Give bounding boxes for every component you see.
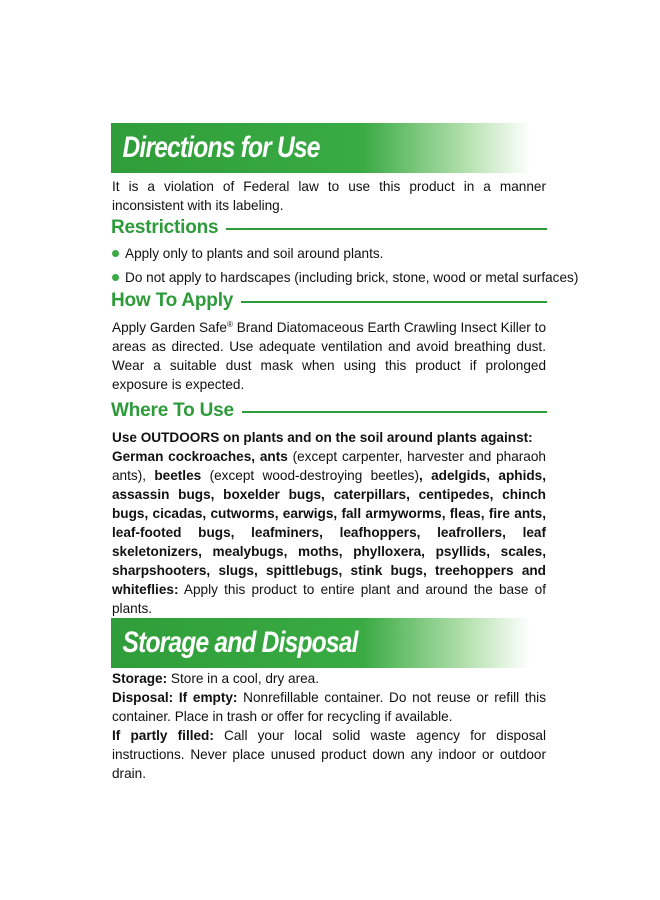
- registered-mark: ®: [226, 320, 233, 329]
- restrictions-heading-row: [111, 216, 547, 240]
- how-to-apply-rule: [241, 301, 547, 303]
- storage-disposal-text: [112, 669, 546, 783]
- restrictions-rule: [226, 228, 547, 230]
- how-to-apply-text-a: Apply Garden Safe: [112, 320, 227, 335]
- directions-banner-title: Directions for Use: [122, 131, 320, 164]
- pests-list-1: German cockroaches, ants: [112, 449, 288, 464]
- directions-intro: It is a violation of Federal law to use this product in a manner inconsistent with its labeling.: [112, 179, 546, 213]
- pests-note-1: (except carpenter, harvester and pharaoh ants),: [112, 449, 546, 483]
- partly-filled-text: Call your local solid waste agency for disposal instructions. Never place unused product down any indoor or outdoor drain.: [112, 728, 547, 781]
- disposal-label: Disposal: If empty:: [112, 690, 238, 705]
- pests-list-3: , adelgids, aphids, assassin bugs, boxelder bugs, caterpillars, centipedes, chinch bugs, cicadas, cutworms, earwigs, fall armyworms, fleas, fire ants, leaf-footed bugs, leafminers, leafhoppers, leafrollers, leaf skeletonizers, mealybugs, moths, phylloxera, psyllids, scales, sharpshooters, slugs, spittlebugs, stink bugs, treehoppers and whiteflies:: [112, 468, 546, 597]
- where-to-use-heading-row: [111, 399, 547, 423]
- how-to-apply-heading-row: [111, 289, 547, 313]
- bullet-icon: [112, 250, 119, 257]
- storage-label: Storage:: [112, 671, 168, 686]
- storage-banner-title: Storage and Disposal: [122, 626, 358, 659]
- how-to-apply-heading: How To Apply: [111, 290, 234, 311]
- storage-banner: [111, 618, 530, 668]
- restriction-item-1-text: Apply only to plants and soil around plants.: [125, 246, 384, 261]
- partly-filled-label: If partly filled:: [112, 728, 214, 743]
- where-to-use-text: [112, 428, 546, 618]
- restriction-item-1: [112, 244, 552, 263]
- how-to-apply-text: [112, 318, 546, 394]
- storage-text: Store in a cool, dry area.: [167, 671, 320, 686]
- where-to-use-heading: Where To Use: [111, 400, 234, 421]
- how-to-apply-text-b: Brand Diatomaceous Earth Crawling Insect Killer to areas as directed. Use adequate ventilation and avoid breathing dust. Wear a suitable dust mask when using this product if prolonged exposure is expected.: [112, 320, 546, 392]
- where-to-use-instruction: Apply this product to entire plant and around the base of plants.: [112, 582, 546, 616]
- bullet-icon: [112, 274, 119, 281]
- restrictions-heading: Restrictions: [111, 217, 219, 238]
- restriction-item-2: [112, 268, 579, 287]
- restriction-item-2-text: Do not apply to hardscapes (including brick, stone, wood or metal surfaces): [125, 270, 579, 285]
- where-to-use-rule: [242, 411, 547, 413]
- disposal-text: Nonrefillable container. Do not reuse or refill this container. Place in trash or offer for recycling if available.: [112, 690, 546, 724]
- pests-note-2: (except wood-destroying beetles): [201, 468, 419, 483]
- directions-banner: [111, 123, 530, 173]
- where-to-use-lead: Use OUTDOORS on plants and on the soil around plants against:: [112, 430, 533, 445]
- pests-list-2: beetles: [154, 468, 202, 483]
